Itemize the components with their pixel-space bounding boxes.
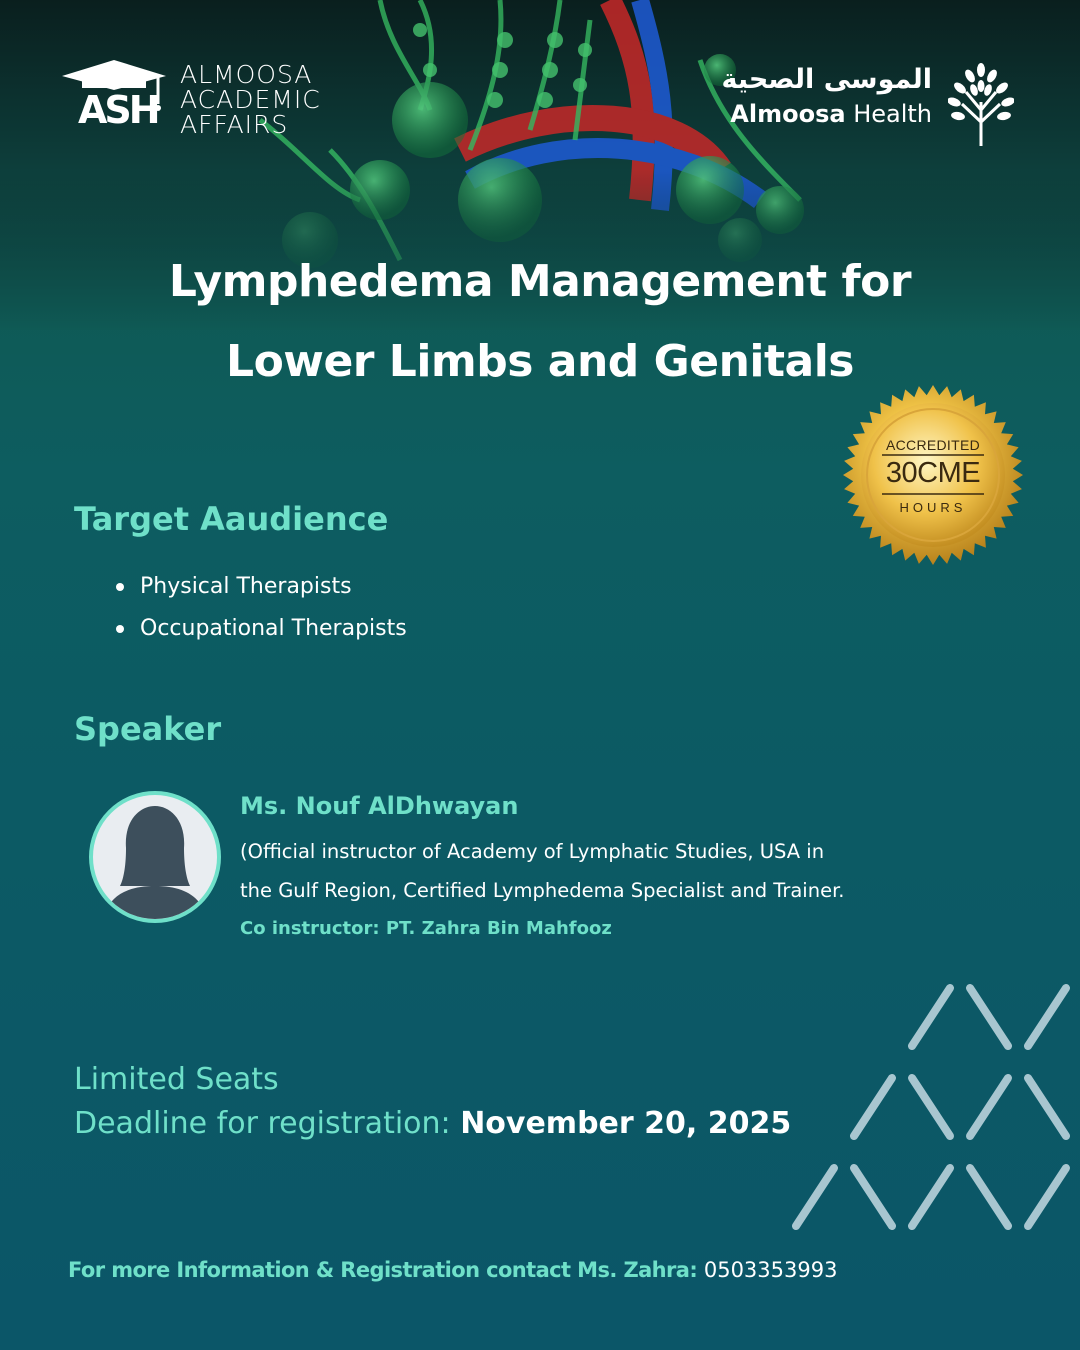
speaker-name: Ms. Nouf AlDhwayan xyxy=(240,792,519,820)
almoosa-academic-affairs-logo xyxy=(58,58,328,138)
brand-bold: Almoosa xyxy=(730,100,846,128)
accreditation-badge xyxy=(842,384,1024,566)
ash-line-2: ACADEMIC xyxy=(180,85,321,114)
audience-list xyxy=(112,566,407,650)
limited-seats-label: Limited Seats xyxy=(74,1062,279,1097)
ash-line-3: AFFAIRS xyxy=(180,110,289,139)
tree-icon xyxy=(948,62,1014,148)
ash-initials: ASH xyxy=(78,88,158,132)
contact-phone[interactable]: 0503353993 xyxy=(703,1258,838,1282)
ash-wordmark xyxy=(180,62,321,137)
co-instructor: Co instructor: PT. Zahra Bin Mahfooz xyxy=(240,918,612,939)
list-item: Physical Therapists xyxy=(112,566,407,608)
badge-accredited-label: ACCREDITED xyxy=(885,437,980,453)
ash-line-1: ALMOOSA xyxy=(180,60,313,89)
badge-hours-label: HOURS xyxy=(899,500,967,515)
title-line-2: Lower Limbs and Genitals xyxy=(226,336,854,387)
chevron-pattern-decoration xyxy=(780,980,1080,1240)
deadline-label: Deadline for registration: xyxy=(74,1106,461,1141)
registration-deadline xyxy=(74,1106,791,1141)
speaker-bio: (Official instructor of Academy of Lymphatic Studies, USA in the Gulf Region, Certified Lymphedema Specialist and Trainer. xyxy=(240,840,845,902)
deadline-date: November 20, 2025 xyxy=(460,1106,792,1141)
brand-regular: Health xyxy=(845,100,932,128)
audience-heading: Target Aaudience xyxy=(74,500,389,538)
arabic-brand-name: الموسى الصحية xyxy=(721,64,932,95)
latin-brand-name xyxy=(730,100,932,128)
badge-cme-label: 30CME xyxy=(885,457,981,489)
list-item: Occupational Therapists xyxy=(112,608,407,650)
speaker-heading: Speaker xyxy=(74,710,222,748)
course-title xyxy=(0,242,1080,402)
contact-info xyxy=(68,1258,837,1282)
title-line-1: Lymphedema Management for xyxy=(168,256,912,307)
contact-label: For more Information & Registration contact Ms. Zahra: xyxy=(68,1258,704,1282)
almoosa-health-logo xyxy=(720,62,1020,152)
avatar xyxy=(88,790,222,924)
